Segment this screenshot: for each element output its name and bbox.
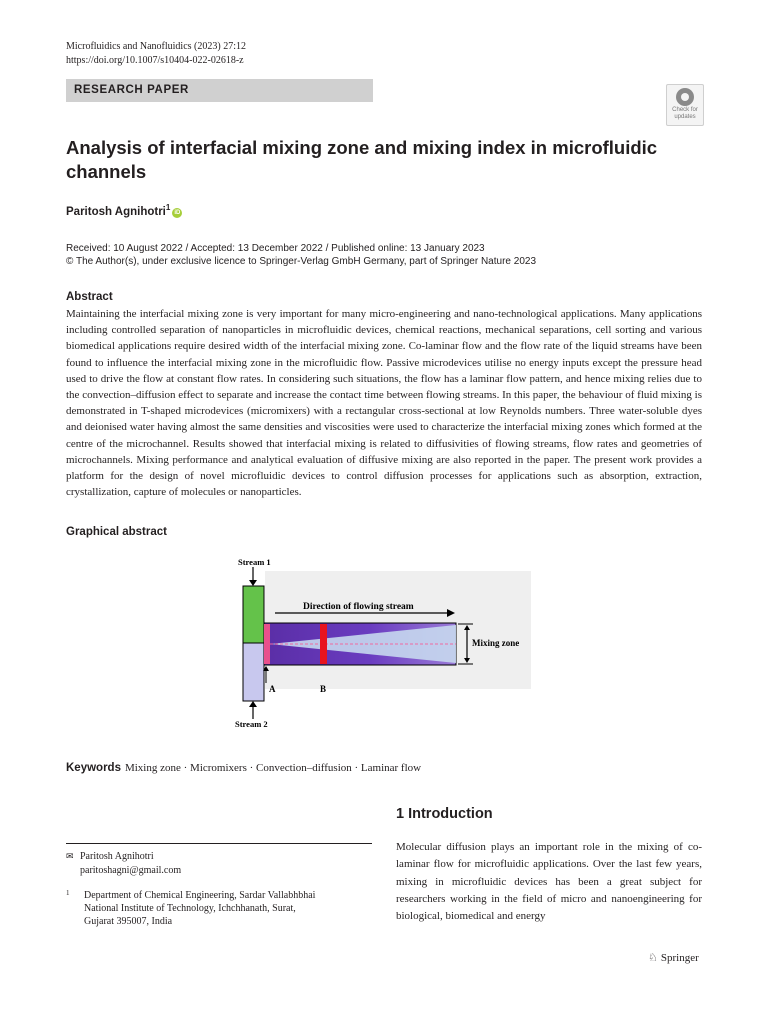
corresponding-author: [66, 850, 181, 877]
mixing-zone-label: Mixing zone: [472, 638, 520, 648]
publisher-logo: [648, 951, 699, 964]
abstract-heading: Abstract: [66, 291, 113, 303]
graphical-abstract-heading: Graphical abstract: [66, 526, 167, 538]
keywords-list: Mixing zone · Micromixers · Convection–diffusion · Laminar flow: [124, 762, 422, 774]
affiliation-line-1: Department of Chemical Engineering, Sardar Vallabhbhai: [84, 890, 316, 901]
author-name[interactable]: Paritosh Agnihotri: [66, 205, 166, 218]
keywords-label: Keywords: [66, 762, 121, 774]
copyright-line: © The Author(s), under exclusive licence to Springer-Verlag GmbH Germany, part of Springer Nature 2023: [66, 256, 536, 267]
stream2-arrowhead: [249, 701, 257, 707]
stream1-inlet: [243, 586, 264, 643]
stream1-label: Stream 1: [238, 557, 271, 567]
author-line: [66, 203, 182, 218]
article-title: Analysis of interfacial mixing zone and mixing index in microfluidic channels: [66, 137, 658, 182]
stream1-arrowhead: [249, 580, 257, 586]
author-affiliation-mark: 1: [165, 203, 171, 212]
doi-link[interactable]: https://doi.org/10.1007/s10404-022-02618-z: [66, 55, 244, 66]
check-updates-icon: [676, 88, 694, 106]
graphical-abstract-figure: [225, 553, 535, 733]
section-b-marker: [320, 624, 327, 664]
affiliation-line-3: Gujarat 395007, India: [84, 916, 173, 927]
footnote-divider: [66, 843, 372, 844]
journal-header: [66, 40, 246, 68]
check-updates-line1: Check for: [672, 107, 698, 113]
section-b-label: B: [320, 684, 327, 694]
introduction-text: Molecular diffusion plays an important role in the mixing of co-laminar flow for microfluidic applications. Over the last few years, mixing in microfluidic devices has been a great subject for researchers working in the field of micro and nanoengineering for biological, biomedical and energy: [396, 841, 702, 923]
check-for-updates-button[interactable]: [666, 84, 704, 126]
direction-label: Direction of flowing stream: [303, 602, 414, 612]
corr-email[interactable]: paritoshagni@gmail.com: [80, 865, 182, 876]
affiliation-number: 1: [66, 889, 70, 897]
article-type-badge: RESEARCH PAPER: [66, 79, 373, 102]
introduction-heading: 1 Introduction: [396, 806, 493, 822]
section-a-marker: [264, 624, 270, 664]
section-a-label: A: [269, 684, 276, 694]
journal-citation: Microfluidics and Nanofluidics (2023) 27:12: [66, 41, 246, 52]
abstract-text: Maintaining the interfacial mixing zone is very important for many micro-engineering and nano-technological applications. Many applications including controlled separation of nanoparticles in microfluidic devices, chemical reactions, mechanical separations, cell sorting and various biomedical applications require desired width of the interfacial mixing zone. Co-laminar flow and the flow rate of the liquid streams have been found to influence the interfacial mixing zone in the microfluidic flow. Passive microdevices utilise no energy inputs except the pressure head used to drive the flow at constant flow rates. In considering such situations, the flow has a laminar flow pattern, and hence mixing relies due to the convection–diffusion effect to separate and increase the contact time between flowing streams. In this paper, the behaviour of fluid mixing is demonstrated in T-shaped microdevices (micromixers) with a rectangular cross-sectional at low Reynolds numbers. Three water-soluble dyes and deionised water having almost the same densities and viscosities were used to characterize the interfacial mixing zones which formed at the centre of the microchannel. Results showed that interfacial mixing is related to diffusivities of flowing streams, flow rates and geometries of microchannels. Mixing performance and analytical evaluation of diffusive mixing are also reported in the paper. The present work provides a platform for the design of novel microfluidic devices to control diffusion processes for applications such as absorption, extraction, crystallization, capture of molecules or nanoparticles.: [66, 308, 702, 499]
check-updates-line2: updates: [674, 113, 696, 120]
history-dates: Received: 10 August 2022 / Accepted: 13 December 2022 / Published online: 13 January 2023: [66, 243, 485, 254]
springer-horse-icon: ♘: [648, 951, 658, 964]
publisher-name: Springer: [660, 952, 699, 964]
envelope-icon: ✉: [66, 852, 74, 862]
orcid-icon[interactable]: iD: [174, 209, 181, 216]
stream2-label: Stream 2: [235, 719, 268, 729]
keywords: [66, 762, 421, 774]
corr-name: Paritosh Agnihotri: [80, 851, 154, 862]
affiliation-line-2: National Institute of Technology, Ichchhanath, Surat,: [84, 903, 296, 914]
article-dates: [66, 242, 536, 268]
affiliation: [66, 889, 366, 928]
stream2-inlet: [243, 643, 264, 701]
